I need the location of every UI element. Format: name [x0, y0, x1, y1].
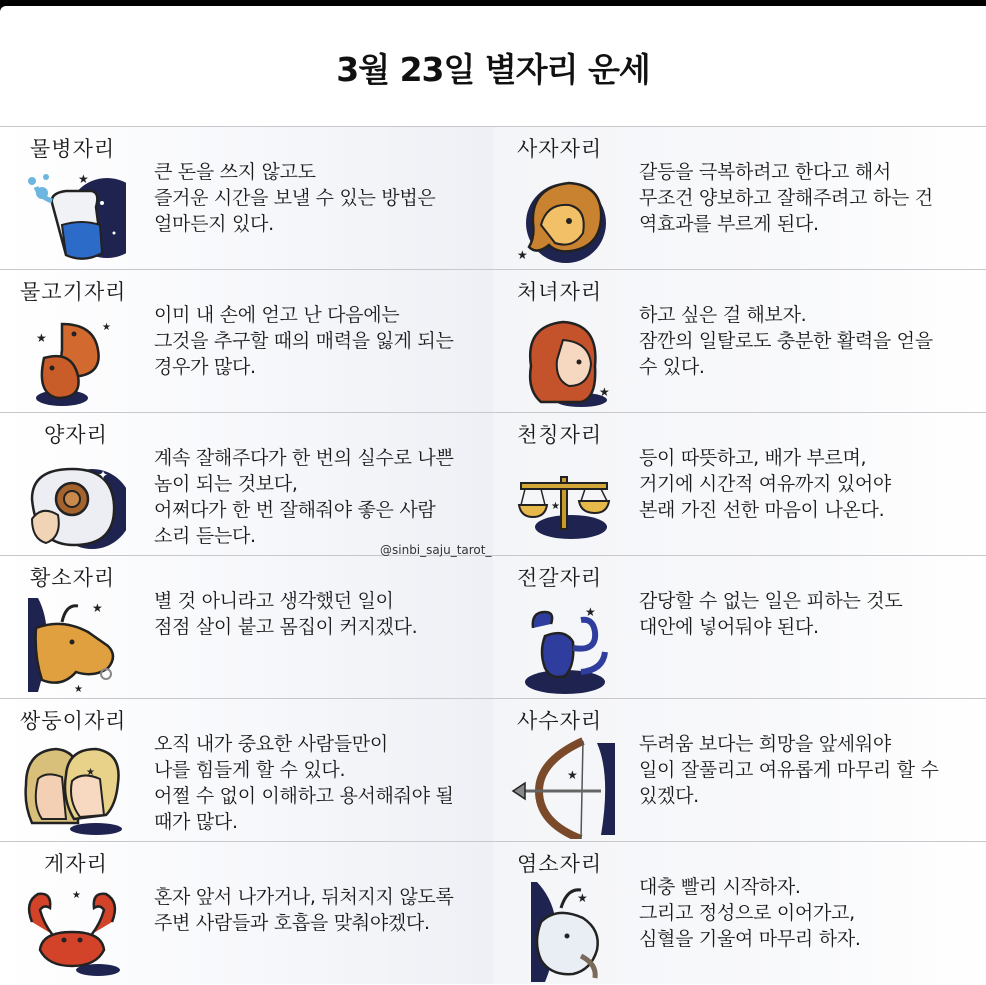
sign-name: 사자자리: [517, 137, 603, 161]
svg-text:★: ★: [72, 890, 81, 901]
libra-icon: [511, 449, 615, 553]
sign-card-scorpio: [493, 555, 986, 698]
fortune-text: 별 것 아니라고 생각했던 일이 점점 살이 붙고 몸집이 커지겠다.: [154, 590, 418, 638]
capricorn-icon: [511, 878, 615, 982]
sign-name: 사수자리: [517, 709, 603, 733]
fortune-text: 혼자 앞서 나가거나, 뒤처지지 않도록 주변 사람들과 호흡을 맞춰야겠다.: [154, 886, 454, 934]
leo-icon: [511, 163, 615, 267]
sign-name: 게자리: [44, 852, 108, 876]
aquarius-icon: [22, 163, 126, 267]
sign-card-aquarius: [0, 126, 493, 269]
fortune-text: 등이 따뜻하고, 배가 부르며, 거기에 시간적 여유까지 있어야 본래 가진 선한 마음이 나온다.: [639, 447, 891, 521]
sign-card-sagittarius: [493, 698, 986, 841]
svg-text:★: ★: [599, 385, 610, 399]
svg-text:★: ★: [36, 331, 47, 345]
fortune-text: 감당할 수 없는 일은 피하는 것도 대안에 넣어둬야 된다.: [639, 590, 903, 638]
svg-text:★: ★: [86, 767, 95, 778]
fortune-text: 계속 잘해주다가 한 번의 실수로 나쁜 놈이 되는 것보다, 어쩌다가 한 번 잘해줘야 좋은 사람 소리 듣는다.: [154, 447, 454, 547]
sign-name: 물고기자리: [20, 280, 127, 304]
fortune-text: 큰 돈을 쓰지 않고도 즐거운 시간을 보낼 수 있는 방법은 얼마든지 있다.: [154, 161, 436, 235]
sign-name: 쌍둥이자리: [20, 709, 127, 733]
sign-name: 양자리: [44, 423, 108, 447]
page-title: 3월 23일 별자리 운세: [336, 50, 650, 89]
sign-card-libra: [493, 412, 986, 555]
pisces-icon: [22, 306, 126, 410]
sign-card-cancer: [0, 841, 493, 984]
svg-text:★: ★: [567, 768, 578, 782]
fortune-text: 대충 빨리 시작하자. 그리고 정성으로 이어가고, 심혈을 기울여 마무리 하자.: [639, 876, 861, 950]
sign-card-taurus: [0, 555, 493, 698]
sign-card-capricorn: [493, 841, 986, 984]
sign-card-aries: [0, 412, 493, 555]
watermark-text: @sinbi_saju_tarot_: [380, 543, 492, 557]
fortune-text: 갈등을 극복하려고 한다고 해서 무조건 양보하고 잘해주려고 하는 건 역효과를 부르게 된다.: [639, 161, 933, 235]
sign-card-gemini: [0, 698, 493, 841]
cancer-icon: [22, 878, 126, 982]
svg-text:★: ★: [577, 891, 588, 905]
svg-text:★: ★: [92, 601, 103, 615]
virgo-icon: [511, 306, 615, 410]
sign-name: 처녀자리: [517, 280, 603, 304]
fortune-text: 두려움 보다는 희망을 앞세워야 일이 잘풀리고 여유롭게 마무리 할 수 있겠다.: [639, 733, 939, 807]
sign-name: 염소자리: [517, 852, 603, 876]
sign-card-leo: [493, 126, 986, 269]
sign-name: 전갈자리: [517, 566, 603, 590]
svg-text:★: ★: [74, 684, 83, 695]
scorpio-icon: [511, 592, 615, 696]
horoscope-page: [0, 6, 986, 985]
aries-icon: [22, 449, 126, 553]
sign-name: 천칭자리: [517, 423, 603, 447]
sagittarius-icon: [511, 735, 615, 839]
svg-text:★: ★: [517, 248, 528, 262]
taurus-icon: [22, 592, 126, 696]
fortune-text: 이미 내 손에 얻고 난 다음에는 그것을 추구할 때의 매력을 잃게 되는 경우가 많다.: [154, 304, 454, 378]
svg-text:✦: ✦: [98, 468, 109, 482]
svg-text:★: ★: [585, 605, 596, 619]
fortune-text: 하고 싶은 걸 해보자. 잠깐의 일탈로도 충분한 활력을 얻을 수 있다.: [639, 304, 933, 378]
horoscope-grid: [0, 126, 986, 985]
sign-name: 황소자리: [30, 566, 116, 590]
sign-card-virgo: [493, 269, 986, 412]
sign-name: 물병자리: [30, 137, 116, 161]
svg-text:★: ★: [102, 322, 111, 333]
svg-text:★: ★: [551, 501, 560, 512]
svg-text:★: ★: [78, 172, 89, 186]
fortune-text: 오직 내가 중요한 사람들만이 나를 힘들게 할 수 있다. 어쩔 수 없이 이해하고 용서해줘야 될 때가 많다.: [154, 733, 454, 833]
sign-card-pisces: [0, 269, 493, 412]
gemini-icon: [22, 735, 126, 839]
